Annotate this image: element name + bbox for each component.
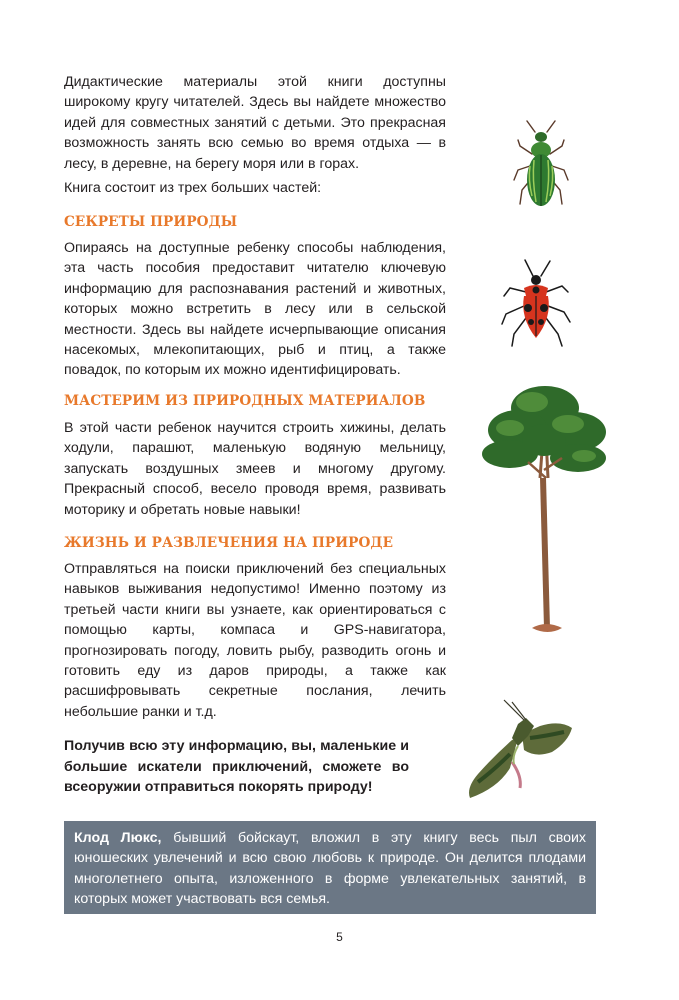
- section-heading-life: ЖИЗНЬ И РАЗВЛЕЧЕНИЯ НА ПРИРОДЕ: [64, 535, 394, 551]
- intro-paragraph: Дидактические материалы этой книги доступны широкому кругу читателей. Здесь вы найдете множество идей для совместных занятий с детьми. Это прекрасная возможность занять всю семью во время отдыха — в лесу, в деревне, на берегу моря или в горах.: [64, 74, 446, 172]
- section-heading-crafts: МАСТЕРИМ ИЗ ПРИРОДНЫХ МАТЕРИАЛОВ: [64, 393, 426, 409]
- author-box: [64, 821, 596, 914]
- intro-parts-line: Книга состоит из трех больших частей:: [64, 180, 322, 197]
- pine-tree-illustration: [470, 378, 620, 640]
- section-secrets: [64, 238, 446, 381]
- firebug-illustration: [500, 258, 572, 350]
- section-heading-secrets: СЕКРЕТЫ ПРИРОДЫ: [64, 214, 238, 230]
- section-life-text: Отправляться на поиски приключений без специальных навыков выживания недопустимо! Именно поэтому из третьей части книги вы узнаете, как ориентироваться с помощью карты, компаса и GPS-навигатора, прогнозировать погоду, ловить рыбу, разводить огонь и готовить еду из даров природы, а также как расшифровывать секретные послания, лечить небольшие ранки и т.д.: [64, 561, 446, 720]
- closing-statement: Получив всю эту информацию, вы, маленькие и большие искатели приключений, сможете во всеоружии отправиться покорять природу!: [64, 738, 409, 795]
- section-secrets-text: Опираясь на доступные ребенку способы наблюдения, эта часть пособия предоставит читателю ключевую информацию для распознавания растений и животных, которых можно встретить в лесу или в сельской местности. Здесь вы найдете исчерпывающие описания насекомых, млекопитающих, рыб и птиц, а также повадок, по которым их можно идентифицировать.: [64, 240, 446, 379]
- author-bio: бывший бойскаут, вложил в эту книгу весь пыл своих юношеских увлечений и всю свою любовь к природе. Он делится плодами многолетнего опыта, изложенного в форме увлекательных занятий, в которых может участвовать вся семья.: [74, 830, 586, 908]
- author-name: Клод Люкс,: [74, 830, 162, 846]
- section-crafts: [64, 418, 446, 520]
- ground-beetle-illustration: [510, 118, 572, 218]
- page-number: 5: [336, 930, 343, 944]
- section-crafts-text: В этой части ребенок научится строить хижины, делать ходули, парашют, маленькую водяную мельницу, запускать воздушных змеев и многому другому. Прекрасный способ, весело проводя время, развивать моторику и обретать новые навыки!: [64, 420, 446, 518]
- intro-block: [64, 72, 446, 198]
- section-life: [64, 559, 446, 722]
- hawk-moth-illustration: [464, 698, 576, 802]
